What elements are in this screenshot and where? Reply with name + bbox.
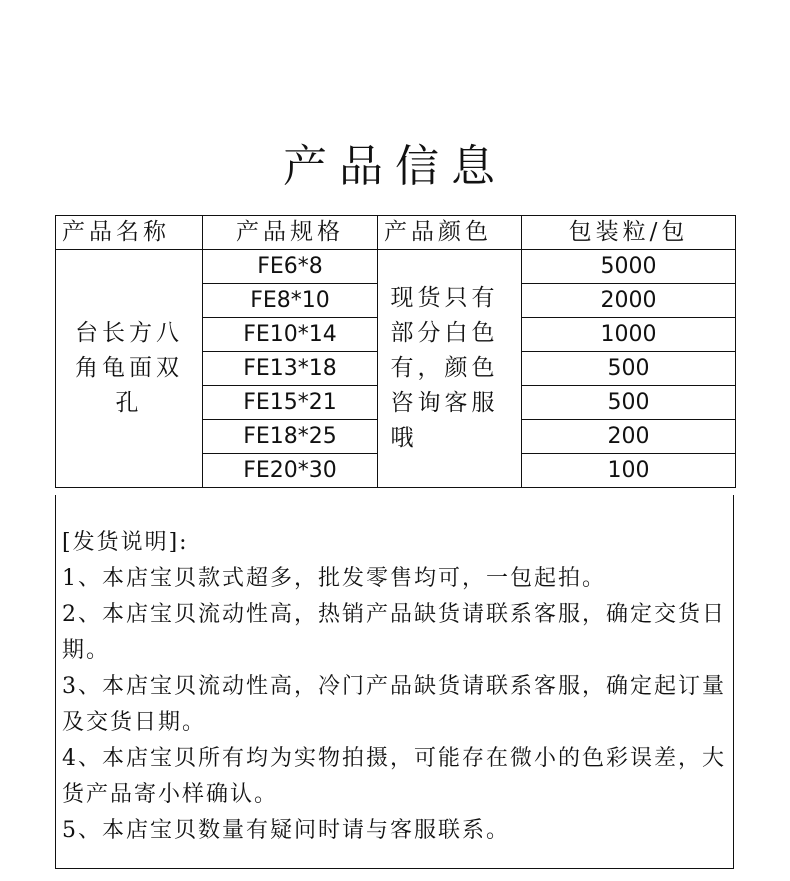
spec-cell: FE20*30	[203, 454, 378, 488]
note-item: 4、本店宝贝所有均为实物拍摄，可能存在微小的色彩误差，大货产品寄小样确认。	[62, 746, 726, 807]
header-spec: 产品规格	[203, 216, 378, 250]
spec-cell: FE8*10	[203, 284, 378, 318]
spec-cell: FE13*18	[203, 352, 378, 386]
spec-cell: FE15*21	[203, 386, 378, 420]
page-title: 产品信息	[283, 141, 507, 192]
qty-cell: 200	[522, 420, 736, 454]
product-table	[55, 215, 736, 488]
qty-cell: 100	[522, 454, 736, 488]
qty-cell: 500	[522, 386, 736, 420]
note-item: 5、本店宝贝数量有疑问时请与客服联系。	[62, 818, 510, 843]
table-header-row	[56, 216, 736, 250]
product-color-text: 现货只有部分白色有，颜色咨询客服哦	[390, 285, 499, 451]
shipping-notes	[55, 495, 734, 869]
qty-cell: 2000	[522, 284, 736, 318]
header-name: 产品名称	[56, 216, 203, 250]
qty-cell: 5000	[522, 250, 736, 284]
header-color: 产品颜色	[378, 216, 522, 250]
note-item: 1、本店宝贝款式超多，批发零售均可，一包起拍。	[62, 566, 606, 591]
notes-heading: [发货说明]:	[62, 530, 189, 555]
table-row	[56, 250, 736, 284]
spec-cell: FE18*25	[203, 420, 378, 454]
spec-cell: FE6*8	[203, 250, 378, 284]
header-packaging: 包装粒/包	[522, 216, 736, 250]
qty-cell: 1000	[522, 318, 736, 352]
spec-cell: FE10*14	[203, 318, 378, 352]
product-name	[56, 250, 203, 488]
product-name-text: 台长方八角龟面双孔	[75, 320, 183, 416]
note-item: 3、本店宝贝流动性高，冷门产品缺货请联系客服，确定起订量及交货日期。	[62, 674, 726, 735]
product-color	[378, 250, 522, 488]
note-item: 2、本店宝贝流动性高，热销产品缺货请联系客服，确定交货日期。	[62, 602, 726, 663]
qty-cell: 500	[522, 352, 736, 386]
